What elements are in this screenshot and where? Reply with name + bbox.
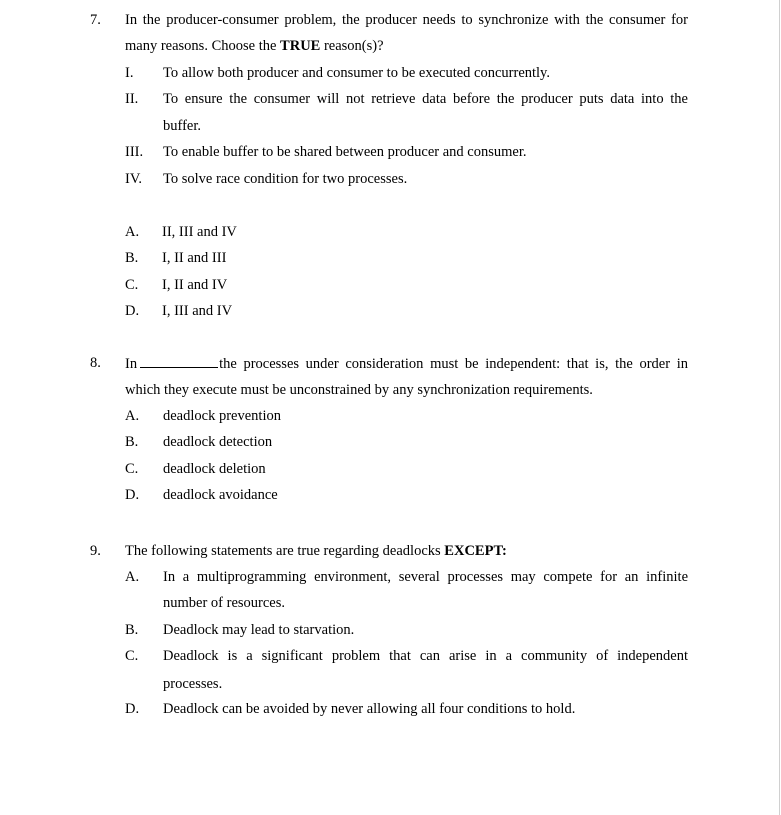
question-number: 9. <box>90 543 101 559</box>
statement-iii: III. To enable buffer to be shared between producer and consumer. <box>125 144 527 160</box>
option-d[interactable]: D. Deadlock can be avoided by never allowing all four conditions to hold. <box>125 701 576 717</box>
option-c[interactable]: C. Deadlock is a significant problem that can arise in a community of independent <box>125 648 688 664</box>
question-number: 7. <box>90 12 101 28</box>
option-a[interactable]: A. In a multiprogramming environment, several processes may compete for an infinite <box>125 569 688 585</box>
question-stem-line-2: many reasons. Choose the TRUE reason(s)? <box>125 38 384 54</box>
option-c[interactable]: C. deadlock deletion <box>125 461 266 477</box>
page-right-border <box>779 0 780 815</box>
option-b[interactable]: B. deadlock detection <box>125 434 273 450</box>
question-number: 8. <box>90 355 101 371</box>
question-stem-line-1: The following statements are true regarding deadlocks EXCEPT: <box>125 543 507 559</box>
question-stem-line-2: which they execute must be unconstrained by any synchronization requirements. <box>125 382 593 398</box>
question-stem-line-1: In the producer-consumer problem, the producer needs to synchronize with the consumer for <box>125 12 688 28</box>
option-c-continuation: processes. <box>163 676 223 692</box>
emphasis-except: EXCEPT: <box>444 543 507 559</box>
option-d[interactable]: D. deadlock avoidance <box>125 487 278 503</box>
statement-ii-continuation: buffer. <box>163 118 201 134</box>
statement-iv: IV. To solve race condition for two processes. <box>125 171 408 187</box>
statement-ii: II. To ensure the consumer will not retrieve data before the producer puts data into the <box>125 91 688 107</box>
option-a[interactable]: A. deadlock prevention <box>125 408 281 424</box>
option-b[interactable]: B. Deadlock may lead to starvation. <box>125 622 355 638</box>
question-stem-line-1: In the processes under consideration must be independent: that is, the order in <box>125 356 688 372</box>
option-a-continuation: number of resources. <box>163 595 285 611</box>
emphasis-true: TRUE <box>280 38 321 54</box>
fill-in-blank <box>140 355 218 368</box>
statement-i: I. To allow both producer and consumer to be executed concurrently. <box>125 65 550 81</box>
